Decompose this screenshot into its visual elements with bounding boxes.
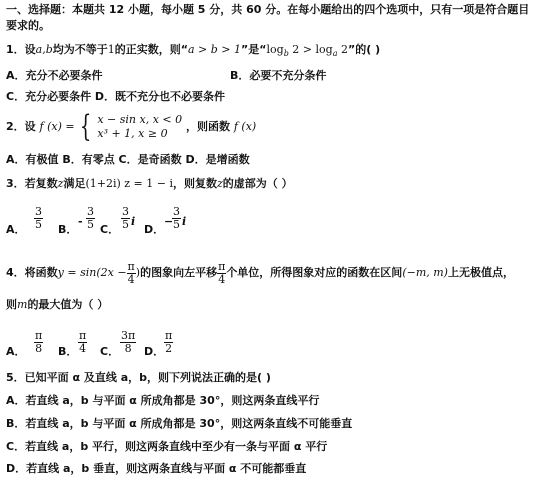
q2-cases (97, 113, 182, 141)
q3-frac-c-den: 5 (122, 218, 129, 231)
q3-i-c: i (131, 215, 136, 228)
q4-frac-phase-den: 4 (127, 272, 135, 286)
q2-stem (6, 109, 257, 144)
q3-frac-a (34, 206, 43, 231)
q4-m: m (17, 298, 28, 311)
q4-frac-a-den: 8 (35, 342, 43, 355)
q1-option-a: A．充分不必要条件 (6, 69, 103, 82)
q5-stem: 5．已知平面 α 及直线 a，b，则下列说法正确的是( ) (6, 371, 271, 384)
q4-frac-phase (127, 261, 136, 286)
q2-fx2: f (x) (233, 120, 257, 133)
q4-frac-shift (217, 261, 226, 286)
q4-line2b: 的最大值为（ ） (27, 298, 109, 311)
q1-one: 1 (107, 43, 115, 56)
q3-text: 3．若复数 (6, 177, 58, 190)
q4-close: ) (135, 266, 141, 279)
piecewise-brace-icon: { (80, 109, 92, 144)
q4-frac-b (78, 330, 87, 355)
q4-frac-c (120, 330, 136, 355)
q4-frac-c-den: 8 (124, 342, 132, 355)
q4-frac-b-den: 4 (79, 342, 87, 355)
q3-neg-d: − (164, 215, 174, 228)
q4-frac-phase-num: π (127, 259, 135, 273)
q1-pre: 设 (24, 43, 36, 56)
q2-tail: ，则函数 (185, 120, 230, 133)
q1-option-cd: C．充分必要条件 D．既不充分也不必要条件 (6, 90, 226, 103)
q5-option-c: C．若直线 a，b 平行，则这两条直线中至少有一条与平面 α 平行 (6, 440, 328, 453)
q3-frac-b-den: 5 (87, 218, 94, 231)
q4-frac-d (164, 330, 173, 355)
q4-label-b: B． (58, 345, 78, 358)
q3-eq: (1+2i) z = 1 − i (85, 177, 173, 190)
q4-frac-shift-num: π (218, 259, 226, 273)
section-heading-line2: 要求的。 (6, 19, 50, 32)
q3-frac-a-num: 3 (35, 205, 42, 218)
q3-frac-d-den: 5 (173, 218, 180, 231)
q1-vars: a,b (35, 43, 53, 56)
q4-label-a: A． (6, 345, 26, 358)
q4-line2a: 则 (6, 298, 17, 311)
q4-text3: 个单位，所得图象对应的函数在区间 (226, 266, 403, 279)
q2-case1: x − sin x, x < 0 (97, 113, 183, 126)
q4-text4: 上无极值点， (447, 266, 514, 279)
q1-stem (6, 42, 380, 61)
q4-frac-c-num: 3π (121, 329, 136, 342)
q5-option-a: A．若直线 a，b 与平面 α 所成角都是 30°，则这两条直线平行 (6, 394, 320, 407)
q5-option-b: B．若直线 a，b 与平面 α 所成角都是 30°，则这两条直线不可能垂直 (6, 417, 353, 430)
q4-frac-d-num: π (165, 329, 173, 342)
q1-log2: 2 > log (288, 43, 333, 56)
q4-frac-a-num: π (35, 329, 43, 342)
q2-num: 2．设 (6, 120, 36, 133)
q3-z: z (57, 177, 64, 190)
q1-sub-a: a (332, 49, 338, 59)
q3-frac-d-num: 3 (173, 205, 180, 218)
q5-option-d: D．若直线 a，b 垂直，则这两条直线与平面 α 不可能都垂直 (6, 462, 307, 475)
q3-label-c: C． (100, 223, 120, 236)
q4-label-c: C． (100, 345, 120, 358)
q4-stem-line2 (6, 297, 108, 312)
q1-mid2: 的正实数，则“ (114, 43, 188, 56)
q1-mid: 均为不等于 (52, 43, 108, 56)
q3-text4: 的虚部为（ ） (222, 177, 293, 190)
q3-label-d: D． (144, 223, 165, 236)
q1-tail: ”的( ) (347, 43, 381, 56)
q3-neg-b: - (78, 215, 83, 228)
q4-label-d: D． (144, 345, 165, 358)
q1-sub-b: b (283, 49, 289, 59)
q3-label-b: B． (58, 223, 78, 236)
q3-z2: z (217, 177, 223, 190)
q2-case2: x³ + 1, x ≥ 0 (97, 127, 168, 140)
q3-frac-c-num: 3 (122, 205, 129, 218)
q1-log1: log (266, 43, 284, 56)
q1-mid3: ”是“ (241, 43, 267, 56)
q1-log3: 2 (337, 43, 348, 56)
q3-text2: 满足 (63, 177, 86, 190)
q3-frac-c (121, 206, 130, 231)
q4-func: y = sin(2x − (57, 266, 127, 279)
q3-i-d: i (182, 215, 187, 228)
q4-frac-a (34, 330, 43, 355)
q3-frac-d (172, 206, 181, 231)
q2-fx: f (x) = (39, 120, 75, 133)
q4-frac-d-den: 2 (165, 342, 173, 355)
q3-stem (6, 176, 293, 191)
q3-frac-a-den: 5 (35, 218, 42, 231)
q3-text3: ，则复数 (173, 177, 217, 190)
q4-text: 4．将函数 (6, 266, 58, 279)
section-heading-line1: 一、选择题：本题共 12 小题，每小题 5 分，共 60 分。在每小题给出的四个选项中，只有一项是符合题目 (6, 3, 530, 16)
q4-frac-shift-den: 4 (218, 272, 226, 286)
q1-num: 1． (6, 43, 25, 56)
q4-stem (6, 258, 514, 288)
q1-option-b: B．必要不充分条件 (230, 69, 327, 82)
q1-cond1: a > b > 1 (188, 43, 242, 56)
q4-text2: 的图象向左平移 (140, 266, 218, 279)
q4-interval: (−m, m) (402, 266, 448, 279)
q3-label-a: A． (6, 223, 26, 236)
q2-options: A．有极值 B．有零点 C．是奇函数 D．是增函数 (6, 153, 250, 166)
q3-frac-b-num: 3 (87, 205, 94, 218)
q4-frac-b-num: π (79, 329, 87, 342)
q3-frac-b (86, 206, 95, 231)
